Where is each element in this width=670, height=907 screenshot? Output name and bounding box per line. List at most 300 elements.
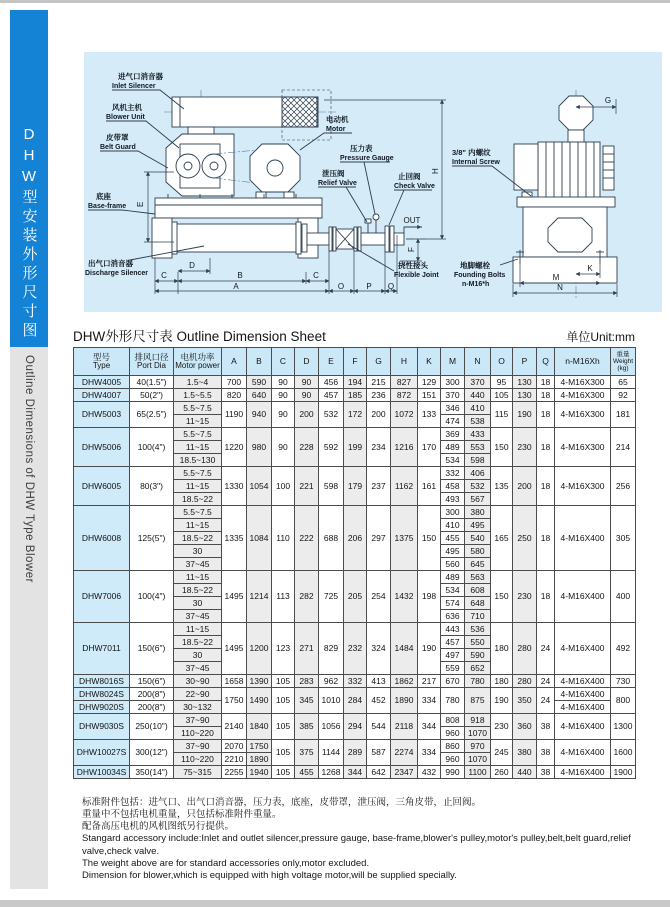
column-header: 电机功率 Motor power	[174, 348, 222, 376]
cell-type: DHW10027S	[74, 740, 130, 766]
label-discharge-silencer-en: Discharge Silencer	[85, 270, 149, 277]
cell-m: 300	[441, 376, 465, 389]
cell-f: 205	[344, 571, 367, 623]
cell-pow: 18.5~22	[174, 584, 222, 597]
table-row	[74, 675, 636, 688]
sheet-title: DHW外形尺寸表 Outline Dimension Sheet	[73, 329, 326, 344]
cell-n: 652	[465, 662, 491, 675]
dim-letter-a: A	[233, 282, 239, 291]
cell-k: 170	[418, 428, 441, 467]
cell-k: 344	[418, 714, 441, 740]
cell-m: 455	[441, 532, 465, 545]
cell-g: 236	[367, 389, 391, 402]
cell-b: 1054	[247, 467, 272, 506]
cell-n: 780	[465, 675, 491, 688]
cell-n: 918	[465, 714, 491, 727]
cell-type: DHW9030S	[74, 714, 130, 740]
outline-dimension-diagram	[84, 52, 662, 312]
cell-f: 332	[344, 675, 367, 688]
column-header: P	[513, 348, 537, 376]
label-base-frame-en: Base-frame	[88, 203, 127, 210]
cell-m: 860	[441, 740, 465, 753]
cell-pow: 11~15	[174, 519, 222, 532]
cell-n: 410	[465, 402, 491, 415]
cell-f: 172	[344, 402, 367, 428]
cell-g: 234	[367, 428, 391, 467]
dim-letter-c: C	[161, 271, 167, 280]
cell-p: 280	[513, 623, 537, 675]
cell-f: 232	[344, 623, 367, 675]
cell-o: 150	[491, 428, 513, 467]
cell-p: 350	[513, 688, 537, 714]
cell-d: 222	[295, 506, 319, 571]
cell-port: 150(6")	[130, 675, 174, 688]
cell-g: 215	[367, 376, 391, 389]
table-row	[74, 571, 636, 584]
cell-d: 221	[295, 467, 319, 506]
column-header: E	[319, 348, 344, 376]
cell-bolt: 4-M16X300	[555, 428, 611, 467]
cell-wt: 1600	[611, 740, 636, 766]
cell-f: 284	[344, 688, 367, 714]
cell-n: 875	[465, 688, 491, 714]
cell-c: 90	[272, 402, 295, 428]
cell-e: 829	[319, 623, 344, 675]
column-header: C	[272, 348, 295, 376]
cell-q: 24	[537, 675, 555, 688]
cell-k: 129	[418, 376, 441, 389]
cell-n: 550	[465, 636, 491, 649]
column-header: O	[491, 348, 513, 376]
label-belt-guard-en: Belt Guard	[100, 144, 136, 151]
dim-letter-o: O	[337, 282, 345, 291]
top-border	[0, 0, 670, 3]
cell-p: 190	[513, 402, 537, 428]
cell-m: 458	[441, 480, 465, 493]
banner-title-zh: DHW型安装外形尺寸图	[20, 126, 38, 341]
cell-pow: 5.5~7.5	[174, 402, 222, 415]
cell-pow: 30	[174, 597, 222, 610]
dim-letter-c2: C	[313, 271, 319, 280]
cell-type: DHW10034S	[74, 766, 130, 779]
label-belt-guard-zh: 皮带罩	[106, 133, 129, 142]
cell-bolt: 4-M16X400	[555, 688, 611, 701]
cell-d: 375	[295, 740, 319, 766]
dim-letter-k: K	[587, 264, 593, 273]
cell-wt: 730	[611, 675, 636, 688]
dim-letter-b: B	[237, 271, 243, 280]
cell-c: 90	[272, 376, 295, 389]
cell-port: 125(5")	[130, 506, 174, 571]
cell-o: 165	[491, 506, 513, 571]
dimension-table-head-row	[74, 348, 636, 376]
cell-c: 110	[272, 506, 295, 571]
cell-n: 710	[465, 610, 491, 623]
cell-f: 199	[344, 428, 367, 467]
bottom-border	[0, 900, 670, 907]
note-line-4: Stangard accessory include:Inlet and outlet silencer,pressure gauge, base-frame,blower's pulley,motor's pulley,belt,belt guard,relief valve,check valve.	[82, 833, 631, 857]
cell-n: 553	[465, 441, 491, 454]
cell-m: 489	[441, 571, 465, 584]
cell-n: 532	[465, 480, 491, 493]
cell-bolt: 4-M16X400	[555, 714, 611, 740]
label-inlet-silencer-en: Inlet Silencer	[112, 83, 156, 90]
cell-pow: 11~15	[174, 571, 222, 584]
column-header: 型号 Type	[74, 348, 130, 376]
cell-h: 1432	[391, 571, 418, 623]
column-header: A	[222, 348, 247, 376]
cell-bolt: 4-M16X300	[555, 389, 611, 402]
cell-a: 1190	[222, 402, 247, 428]
cell-port: 100(4")	[130, 571, 174, 623]
cell-m: 559	[441, 662, 465, 675]
cell-b: 640	[247, 389, 272, 402]
column-header: 重量 Weight (kg)	[611, 348, 636, 376]
column-header: Q	[537, 348, 555, 376]
cell-a: 2070	[222, 740, 247, 753]
front-view-drawing	[152, 90, 426, 258]
cell-m: 495	[441, 545, 465, 558]
cell-port: 250(10")	[130, 714, 174, 740]
cell-n: 608	[465, 584, 491, 597]
cell-m: 636	[441, 610, 465, 623]
cell-pow: 37~45	[174, 610, 222, 623]
cell-d: 282	[295, 571, 319, 623]
cell-n: 1100	[465, 766, 491, 779]
cell-type: DHW6008	[74, 506, 130, 571]
cell-p: 250	[513, 506, 537, 571]
blower-drawing	[84, 52, 662, 312]
cell-o: 245	[491, 740, 513, 766]
cell-k: 151	[418, 389, 441, 402]
cell-f: 294	[344, 714, 367, 740]
cell-m: 346	[441, 402, 465, 415]
cell-e: 456	[319, 376, 344, 389]
cell-p: 360	[513, 714, 537, 740]
cell-type: DHW7006	[74, 571, 130, 623]
cell-pow: 18.5~130	[174, 454, 222, 467]
label-check-valve-en: Check Valve	[394, 183, 435, 190]
cell-type: DHW4007	[74, 389, 130, 402]
cell-port: 65(2.5")	[130, 402, 174, 428]
cell-k: 334	[418, 688, 441, 714]
column-header: n-M16Xh	[555, 348, 611, 376]
cell-pow: 11~15	[174, 415, 222, 428]
label-flexible-joint-zh: 挠性接头	[398, 261, 428, 270]
cell-type: DHW5006	[74, 428, 130, 467]
cell-o: 150	[491, 571, 513, 623]
cell-bolt: 4-M16X400	[555, 506, 611, 571]
cell-bolt: 4-M16X400	[555, 766, 611, 779]
cell-pow: 110~220	[174, 727, 222, 740]
cell-d: 385	[295, 714, 319, 740]
cell-port: 300(12")	[130, 740, 174, 766]
cell-k: 190	[418, 623, 441, 675]
column-header: 排风口径 Port Dia	[130, 348, 174, 376]
cell-b: 1214	[247, 571, 272, 623]
cell-pow: 22~90	[174, 688, 222, 701]
cell-k: 217	[418, 675, 441, 688]
cell-p: 130	[513, 389, 537, 402]
cell-n: 970	[465, 740, 491, 753]
vertical-banner-en	[10, 347, 48, 889]
cell-m: 410	[441, 519, 465, 532]
cell-n: 536	[465, 623, 491, 636]
cell-g: 642	[367, 766, 391, 779]
column-header: G	[367, 348, 391, 376]
cell-q: 38	[537, 766, 555, 779]
cell-q: 38	[537, 714, 555, 740]
dim-letter-n: N	[557, 283, 563, 292]
column-header: F	[344, 348, 367, 376]
cell-a: 1495	[222, 623, 247, 675]
cell-c: 90	[272, 389, 295, 402]
table-row	[74, 428, 636, 441]
cell-g: 200	[367, 402, 391, 428]
cell-m: 493	[441, 493, 465, 506]
label-pressure-gauge-en: Pressure Gauge	[340, 155, 394, 162]
cell-g: 324	[367, 623, 391, 675]
column-header: M	[441, 348, 465, 376]
cell-d: 228	[295, 428, 319, 467]
cell-e: 688	[319, 506, 344, 571]
cell-a: 2255	[222, 766, 247, 779]
cell-wt: 305	[611, 506, 636, 571]
dim-letter-q: Q	[387, 282, 395, 291]
dim-letter-h: H	[431, 168, 440, 174]
column-header: K	[418, 348, 441, 376]
cell-pow: 30	[174, 649, 222, 662]
cell-m: 300	[441, 506, 465, 519]
cell-n: 648	[465, 597, 491, 610]
banner-title-en: Outline Dimensions of DHW Type Blower	[23, 355, 35, 583]
cell-c: 113	[272, 571, 295, 623]
cell-m: 370	[441, 389, 465, 402]
cell-g: 452	[367, 688, 391, 714]
cell-port: 100(4")	[130, 428, 174, 467]
cell-q: 18	[537, 467, 555, 506]
cell-e: 1144	[319, 740, 344, 766]
cell-f: 289	[344, 740, 367, 766]
label-internal-screw-en: Internal Screw	[452, 159, 500, 166]
cell-m: 990	[441, 766, 465, 779]
cell-n: 563	[465, 571, 491, 584]
cell-n: 567	[465, 493, 491, 506]
cell-type: DHW5003	[74, 402, 130, 428]
cell-pow: 37~45	[174, 558, 222, 571]
cell-bolt: 4-M16X300	[555, 376, 611, 389]
cell-o: 105	[491, 389, 513, 402]
cell-b: 1750	[247, 740, 272, 753]
cell-e: 1010	[319, 688, 344, 714]
cell-h: 1890	[391, 688, 418, 714]
cell-h: 1375	[391, 506, 418, 571]
dim-letter-p: P	[366, 282, 372, 291]
cell-type: DHW9020S	[74, 701, 130, 714]
cell-h: 2118	[391, 714, 418, 740]
cell-n: 645	[465, 558, 491, 571]
cell-port: 200(8")	[130, 688, 174, 701]
cell-g: 297	[367, 506, 391, 571]
cell-d: 345	[295, 688, 319, 714]
cell-q: 24	[537, 688, 555, 714]
cell-q: 18	[537, 571, 555, 623]
cell-wt: 181	[611, 402, 636, 428]
cell-m: 369	[441, 428, 465, 441]
table-row	[74, 623, 636, 636]
dim-letter-f: F	[407, 247, 416, 252]
cell-m: 497	[441, 649, 465, 662]
label-blower-unit-zh: 风机主机	[112, 103, 142, 112]
cell-m: 670	[441, 675, 465, 688]
cell-wt: 800	[611, 688, 636, 714]
cell-e: 962	[319, 675, 344, 688]
table-row	[74, 766, 636, 779]
cell-h: 1072	[391, 402, 418, 428]
cell-pow: 1.5~5.5	[174, 389, 222, 402]
cell-pow: 75~315	[174, 766, 222, 779]
cell-k: 334	[418, 740, 441, 766]
cell-h: 2274	[391, 740, 418, 766]
cell-d: 283	[295, 675, 319, 688]
label-founding-bolts-spec: n-M16*h	[462, 281, 490, 288]
cell-h: 2347	[391, 766, 418, 779]
column-header: H	[391, 348, 418, 376]
cell-q: 24	[537, 623, 555, 675]
cell-port: 40(1.5")	[130, 376, 174, 389]
cell-n: 370	[465, 376, 491, 389]
cell-f: 344	[344, 766, 367, 779]
cell-o: 190	[491, 688, 513, 714]
cell-o: 115	[491, 402, 513, 428]
table-row	[74, 740, 636, 753]
cell-b: 1200	[247, 623, 272, 675]
cell-n: 590	[465, 649, 491, 662]
cell-type: DHW6005	[74, 467, 130, 506]
cell-m: 560	[441, 558, 465, 571]
cell-b: 1390	[247, 675, 272, 688]
cell-wt: 400	[611, 571, 636, 623]
table-row	[74, 402, 636, 415]
cell-bolt: 4-M16X400	[555, 623, 611, 675]
label-relief-valve-zh: 泄压阀	[322, 169, 345, 178]
label-flexible-joint-en: Flexible Joint	[394, 272, 439, 279]
cell-pow: 30~90	[174, 675, 222, 688]
table-row	[74, 506, 636, 519]
cell-h: 1216	[391, 428, 418, 467]
dim-letter-g: G	[604, 96, 612, 105]
cell-n: 406	[465, 467, 491, 480]
cell-c: 123	[272, 623, 295, 675]
cell-k: 432	[418, 766, 441, 779]
cell-e: 598	[319, 467, 344, 506]
label-blower-unit-en: Blower Unit	[106, 114, 145, 121]
cell-o: 135	[491, 467, 513, 506]
cell-n: 433	[465, 428, 491, 441]
cell-port: 150(6")	[130, 623, 174, 675]
cell-port: 80(3")	[130, 467, 174, 506]
cell-p: 200	[513, 467, 537, 506]
cell-pow: 110~220	[174, 753, 222, 766]
cell-n: 495	[465, 519, 491, 532]
cell-p: 380	[513, 740, 537, 766]
cell-h: 1862	[391, 675, 418, 688]
cell-a: 2140	[222, 714, 247, 740]
column-header: D	[295, 348, 319, 376]
cell-pow: 1.5~4	[174, 376, 222, 389]
cell-q: 18	[537, 428, 555, 467]
cell-f: 206	[344, 506, 367, 571]
label-relief-valve-en: Relief Valve	[318, 180, 357, 187]
note-line-5: The weight above are for standard accessories only,motor excluded.	[82, 857, 370, 869]
cell-c: 105	[272, 714, 295, 740]
table-row	[74, 467, 636, 480]
cell-k: 150	[418, 506, 441, 571]
cell-a: 700	[222, 376, 247, 389]
sheet-title-row	[73, 325, 635, 345]
table-row	[74, 389, 636, 402]
cell-n: 380	[465, 506, 491, 519]
cell-p: 280	[513, 675, 537, 688]
cell-e: 725	[319, 571, 344, 623]
cell-c: 105	[272, 740, 295, 766]
cell-port: 50(2")	[130, 389, 174, 402]
cell-d: 271	[295, 623, 319, 675]
cell-b: 1940	[247, 766, 272, 779]
cell-e: 532	[319, 402, 344, 428]
cell-m: 574	[441, 597, 465, 610]
cell-b: 1890	[247, 753, 272, 766]
cell-g: 413	[367, 675, 391, 688]
label-motor-zh: 电动机	[326, 115, 349, 124]
cell-p: 230	[513, 428, 537, 467]
cell-pow: 18.5~22	[174, 636, 222, 649]
cell-wt: 256	[611, 467, 636, 506]
label-founding-bolts-en: Founding Bolts	[454, 272, 506, 279]
cell-b: 1840	[247, 714, 272, 740]
cell-n: 538	[465, 415, 491, 428]
cell-k: 198	[418, 571, 441, 623]
cell-h: 1162	[391, 467, 418, 506]
cell-wt: 492	[611, 623, 636, 675]
cell-port: 350(14")	[130, 766, 174, 779]
cell-pow: 37~90	[174, 714, 222, 727]
cell-m: 332	[441, 467, 465, 480]
cell-wt: 92	[611, 389, 636, 402]
cell-p: 130	[513, 376, 537, 389]
cell-d: 200	[295, 402, 319, 428]
vertical-banner-zh	[10, 10, 48, 347]
cell-d: 90	[295, 389, 319, 402]
cell-p: 230	[513, 571, 537, 623]
column-header: B	[247, 348, 272, 376]
cell-pow: 11~15	[174, 441, 222, 454]
cell-bolt: 4-M16X400	[555, 701, 611, 714]
cell-a: 1335	[222, 506, 247, 571]
unit-label: 单位Unit:mm	[566, 330, 635, 344]
cell-o: 180	[491, 675, 513, 688]
dimension-table-body	[74, 376, 636, 779]
cell-q: 18	[537, 376, 555, 389]
cell-g: 254	[367, 571, 391, 623]
cell-pow: 37~90	[174, 740, 222, 753]
cell-bolt: 4-M16X400	[555, 740, 611, 766]
cell-bolt: 4-M16X300	[555, 402, 611, 428]
cell-a: 1658	[222, 675, 247, 688]
cell-g: 587	[367, 740, 391, 766]
cell-m: 457	[441, 636, 465, 649]
label-discharge-silencer-zh: 出气口消音器	[88, 259, 133, 268]
